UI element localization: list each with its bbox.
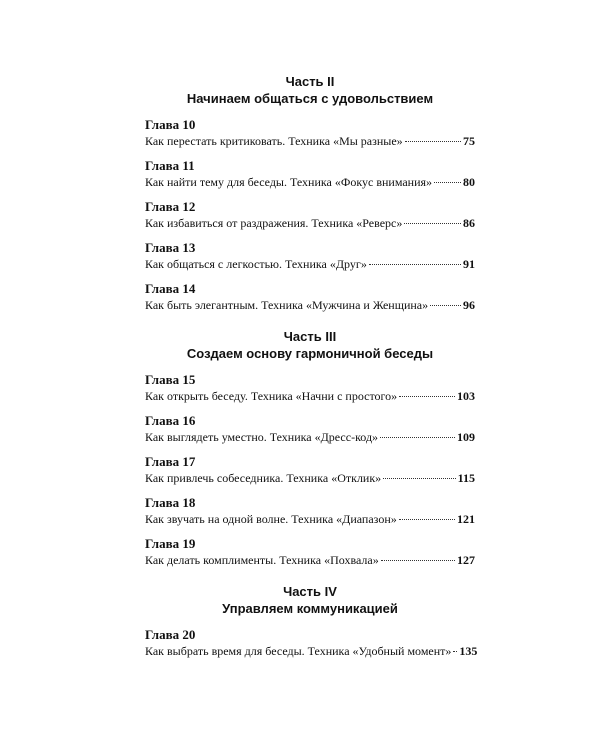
page-number: 109 [457, 430, 475, 444]
chapter-title: Как выбрать время для беседы. Техника «Удобный момент» [145, 644, 452, 658]
chapter-title: Как привлечь собеседника. Техника «Отклик» [145, 471, 382, 485]
dot-leader [380, 437, 455, 438]
chapter-line [145, 470, 475, 487]
part-title: Начинаем общаться с удовольствием [186, 91, 434, 106]
dot-leader [399, 519, 455, 520]
part-number: Часть IV [283, 584, 337, 599]
page-number: 127 [457, 553, 475, 567]
part-number: Часть III [283, 329, 337, 344]
chapter-entry[interactable] [145, 199, 475, 232]
chapter-title: Как общаться с легкостью. Техника «Друг» [145, 257, 367, 271]
part-section [145, 583, 478, 660]
chapter-title: Как делать комплименты. Техника «Похвала» [145, 553, 379, 567]
page-number: 135 [459, 644, 478, 658]
dot-leader [369, 264, 461, 265]
page-number: 115 [457, 471, 475, 485]
chapter-entry[interactable] [145, 627, 478, 660]
page-number: 96 [463, 298, 475, 312]
chapter-title: Как открыть беседу. Техника «Начни с простого» [145, 389, 398, 403]
chapter-entry[interactable] [145, 495, 475, 528]
chapter-line [145, 215, 475, 232]
chapter-label: Глава 17 [145, 454, 196, 469]
part-title: Управляем коммуникацией [222, 601, 398, 616]
chapter-title: Как перестать критиковать. Техника «Мы разные» [145, 134, 403, 148]
chapter-label: Глава 14 [145, 281, 196, 296]
dot-leader [453, 651, 457, 652]
chapter-entry[interactable] [145, 413, 475, 446]
chapter-title: Как звучать на одной волне. Техника «Диапазон» [145, 512, 397, 526]
chapter-entry[interactable] [145, 158, 475, 191]
chapter-entry[interactable] [145, 240, 475, 273]
part-header [145, 583, 475, 617]
chapter-entry[interactable] [145, 372, 475, 405]
chapter-label: Глава 13 [145, 240, 196, 255]
dot-leader [430, 305, 461, 306]
dot-leader [405, 141, 461, 142]
chapter-list [145, 117, 475, 314]
chapter-line [145, 256, 475, 273]
page-number: 103 [457, 389, 475, 403]
chapter-title: Как выглядеть уместно. Техника «Дресс-код» [145, 430, 379, 444]
chapter-label: Глава 10 [145, 117, 196, 132]
chapter-line [145, 429, 475, 446]
chapter-label: Глава 19 [145, 536, 196, 551]
chapter-list [145, 372, 475, 569]
chapter-label: Глава 11 [145, 158, 195, 173]
part-title: Создаем основу гармоничной беседы [186, 346, 434, 361]
table-of-contents [145, 73, 478, 674]
chapter-title: Как избавиться от раздражения. Техника «Реверс» [145, 216, 403, 230]
chapter-list [145, 627, 478, 660]
chapter-line [145, 297, 475, 314]
page-number: 121 [457, 512, 475, 526]
part-header [145, 328, 475, 362]
chapter-line [145, 643, 478, 660]
chapter-line [145, 552, 475, 569]
dot-leader [404, 223, 461, 224]
chapter-entry[interactable] [145, 281, 475, 314]
dot-leader [383, 478, 455, 479]
chapter-line [145, 174, 475, 191]
part-section [145, 328, 475, 569]
chapter-line [145, 511, 475, 528]
part-number: Часть II [285, 74, 335, 89]
chapter-label: Глава 12 [145, 199, 196, 214]
chapter-line [145, 388, 475, 405]
chapter-entry[interactable] [145, 117, 475, 150]
chapter-label: Глава 16 [145, 413, 196, 428]
dot-leader [399, 396, 455, 397]
chapter-line [145, 133, 475, 150]
part-section [145, 73, 475, 314]
chapter-label: Глава 15 [145, 372, 196, 387]
page-number: 80 [463, 175, 475, 189]
part-header [145, 73, 475, 107]
chapter-entry[interactable] [145, 454, 475, 487]
page-number: 86 [463, 216, 475, 230]
chapter-label: Глава 18 [145, 495, 196, 510]
dot-leader [434, 182, 461, 183]
dot-leader [381, 560, 455, 561]
page-number: 75 [463, 134, 475, 148]
chapter-label: Глава 20 [145, 627, 196, 642]
chapter-title: Как найти тему для беседы. Техника «Фокус внимания» [145, 175, 433, 189]
page-number: 91 [463, 257, 475, 271]
chapter-title: Как быть элегантным. Техника «Мужчина и Женщина» [145, 298, 429, 312]
chapter-entry[interactable] [145, 536, 475, 569]
